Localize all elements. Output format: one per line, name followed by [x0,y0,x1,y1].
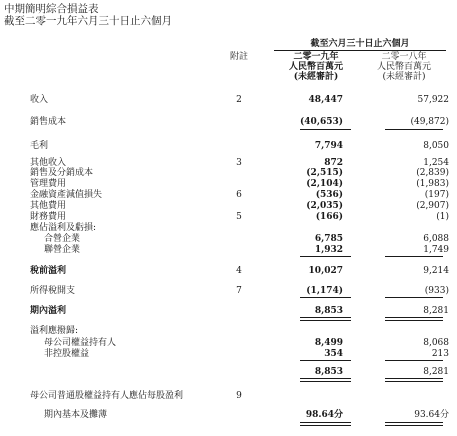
col-2018-audit: (未經審計) [382,72,426,82]
value-2019: 10,027 [308,266,343,276]
subtotal-rule [300,129,351,130]
col-2019-unit: 人民幣百萬元 [288,62,343,72]
value-2019: (40,653) [300,117,343,127]
total-double-rule [300,378,351,382]
statement-title: 中期簡明綜合損益表 [4,3,99,15]
row-note: 9 [236,391,242,401]
table-row [0,349,457,359]
table-row [0,212,457,222]
value-2018: (1) [436,212,449,222]
table-row [0,201,457,211]
row-label: 期內基本及攤薄 [44,410,108,420]
row-label: 銷售成本 [30,117,67,127]
row-label: 金融資產減值損失 [30,190,103,200]
note-column-header: 附註 [229,52,248,62]
value-2019: (2,515) [306,168,343,178]
value-2018: (933) [424,286,449,296]
value-2018: 8,068 [423,338,449,348]
value-2018: 8,050 [423,141,449,151]
table-row [0,141,457,151]
subtotal-rule [300,360,351,361]
value-2019: 1,932 [314,245,343,255]
row-label: 稅前溢利 [30,266,67,276]
row-label: 應佔溢利及虧損: [30,223,97,233]
value-2018: 9,214 [423,266,449,276]
table-row [0,179,457,189]
value-2019: 8,499 [314,338,343,348]
header-rule [274,50,446,51]
subtotal-rule [385,256,443,257]
total-double-rule [300,422,351,426]
statement-period: 截至二零一九年六月三十日止六個月 [4,15,172,27]
row-label: 期內溢利 [30,306,67,316]
row-note: 6 [236,190,242,200]
col-2018-year: 二零一八年 [381,52,427,62]
row-note: 4 [236,266,242,276]
table-row [0,223,457,233]
value-2019: 8,853 [314,306,343,316]
row-label: 其他費用 [30,201,67,211]
table-row [0,117,457,127]
table-row [0,410,457,420]
row-label: 母公司普通股權益持有人應佔每股盈利 [30,391,184,401]
row-label: 非控股權益 [44,349,90,359]
col-2019-audit: (未經審計) [293,72,339,82]
table-row [0,391,457,401]
row-label: 母公司權益持有人 [44,338,117,348]
row-label: 管理費用 [30,179,67,189]
table-row [0,338,457,348]
col-2019-year: 二零一九年 [293,52,339,62]
row-label: 聯營企業 [44,245,81,255]
value-2019: (1,174) [306,286,343,296]
value-2018: 1,254 [423,158,449,168]
value-2019: 354 [324,349,343,359]
value-2018: 8,281 [423,367,449,377]
table-row [0,95,457,105]
value-2019: 98.64分 [305,410,343,420]
value-2018: 8,281 [423,306,449,316]
row-label: 溢利應撥歸: [30,326,79,336]
total-double-rule [385,317,443,321]
row-label: 合營企業 [44,234,81,244]
table-row [0,190,457,200]
total-double-rule [300,317,351,321]
value-2019: 7,794 [314,141,343,151]
table-row [0,326,457,336]
subtotal-rule [385,297,443,298]
total-double-rule [385,378,443,382]
row-note: 7 [236,286,242,296]
table-row [0,367,457,377]
row-label: 收入 [30,95,49,105]
value-2018: 213 [431,349,449,359]
table-row [0,168,457,178]
table-row [0,286,457,296]
subtotal-rule [300,256,351,257]
value-2018: 93.64分 [414,410,449,420]
value-2019: 48,447 [308,95,343,105]
value-2019: 872 [324,158,343,168]
table-row [0,234,457,244]
value-2019: (166) [315,212,343,222]
table-row [0,158,457,168]
row-label: 銷售及分銷成本 [30,168,94,178]
subtotal-rule [385,129,443,130]
row-label: 其他收入 [30,158,67,168]
row-note: 5 [236,212,242,222]
value-2019: (2,104) [306,179,343,189]
value-2018: (2,907) [416,201,449,211]
subtotal-rule [385,360,443,361]
value-2018: 1,749 [423,245,449,255]
period-header: 截至六月三十日止六個月 [310,39,410,49]
value-2018: 6,088 [423,234,449,244]
value-2019: (536) [315,190,343,200]
col-2018-unit: 人民幣百萬元 [376,62,431,72]
total-double-rule [385,422,443,426]
value-2018: (49,872) [410,117,449,127]
table-row [0,266,457,276]
row-note: 2 [236,95,242,105]
value-2018: 57,922 [417,95,449,105]
row-note: 3 [236,158,242,168]
value-2018: (2,839) [416,168,449,178]
subtotal-rule [300,297,351,298]
value-2018: (1,983) [416,179,449,189]
row-label: 財務費用 [30,212,67,222]
table-row [0,245,457,255]
value-2019: 6,785 [314,234,343,244]
row-label: 所得稅開支 [30,286,76,296]
value-2019: 8,853 [314,367,343,377]
value-2018: (197) [424,190,449,200]
value-2019: (2,035) [306,201,343,211]
row-label: 毛利 [30,141,49,151]
table-row [0,306,457,316]
